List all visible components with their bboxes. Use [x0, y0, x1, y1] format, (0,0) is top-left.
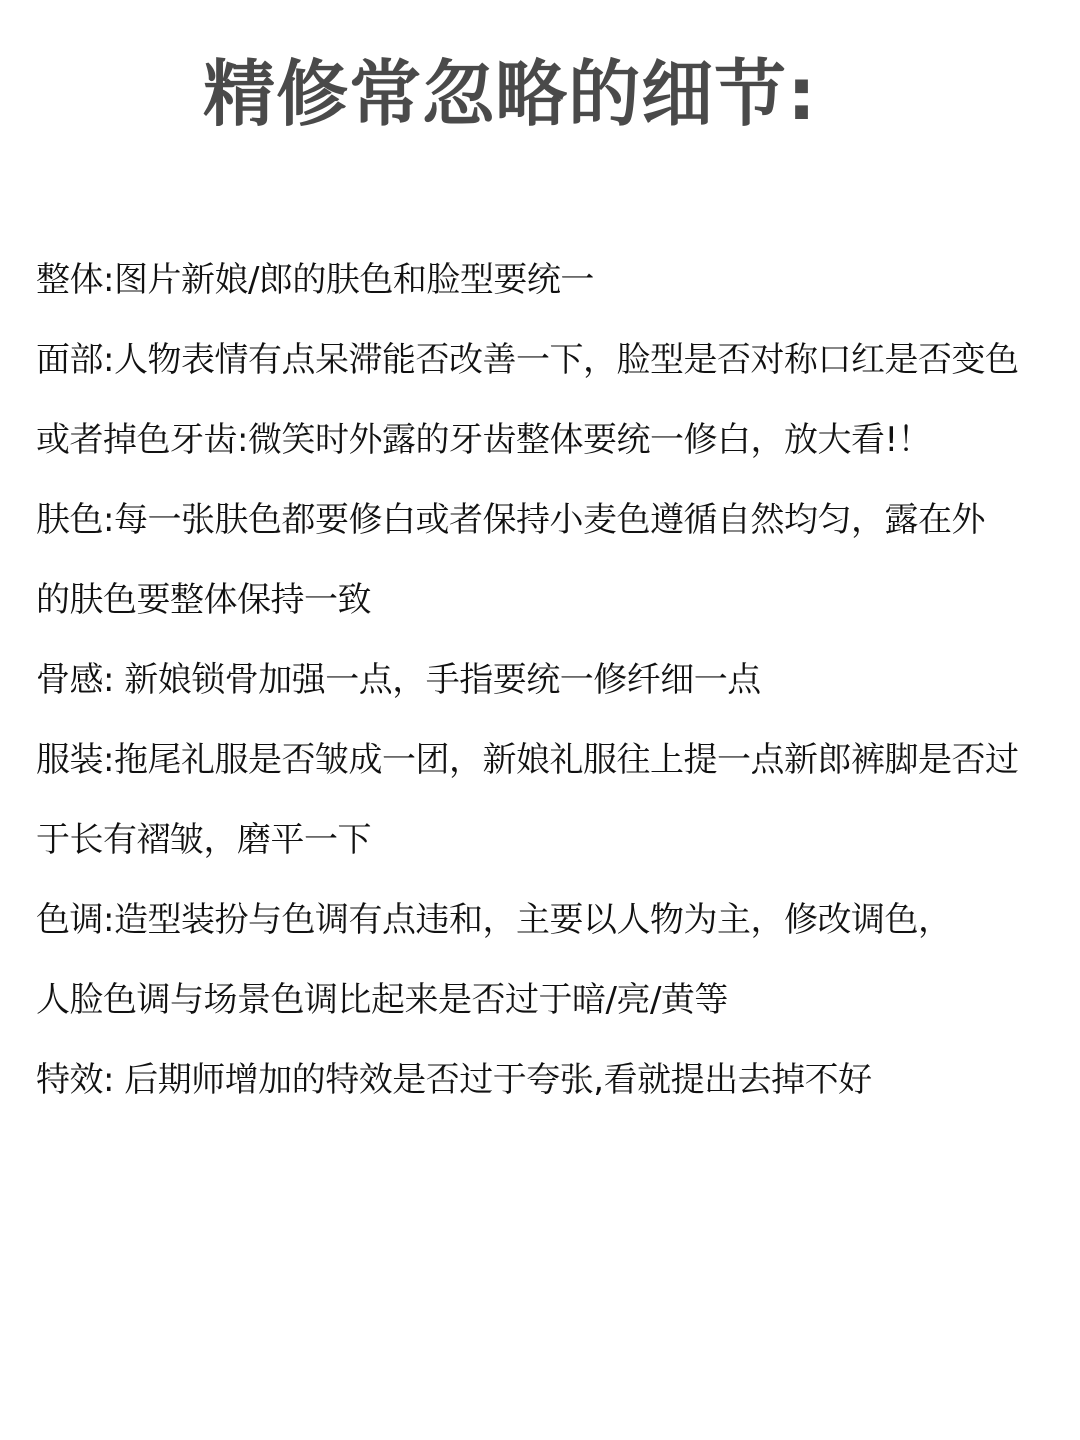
text-line-clothing-cont: 于长有褶皱，磨平一下: [36, 820, 371, 860]
text-line-bone: 骨感: 新娘锁骨加强一点，手指要统一修纤细一点: [36, 660, 761, 700]
text-line-face: 面部:人物表情有点呆滞能否改善一下，脸型是否对称口红是否变色: [36, 340, 1019, 380]
text-line-tone-cont: 人脸色调与场景色调比起来是否过于暗/亮/黄等: [36, 980, 728, 1020]
text-line-clothing: 服装:拖尾礼服是否皱成一团，新娘礼服往上提一点新郎裤脚是否过: [36, 740, 1019, 780]
content-body: [36, 240, 1056, 1120]
text-line-skin: 肤色:每一张肤色都要修白或者保持小麦色遵循自然均匀，露在外: [36, 500, 985, 540]
text-line-tone: 色调:造型装扮与色调有点违和，主要以人物为主，修改调色，: [36, 900, 952, 940]
text-line-face-cont: 或者掉色牙齿:微笑时外露的牙齿整体要统一修白，放大看!！: [36, 420, 932, 460]
page-title: 精修常忽略的细节:: [203, 52, 817, 136]
text-line-overall: 整体:图片新娘/郎的肤色和脸型要统一: [36, 260, 594, 300]
text-line-skin-cont: 的肤色要整体保持一致: [36, 580, 371, 620]
text-line-effects: 特效: 后期师增加的特效是否过于夸张,看就提出去掉不好: [36, 1060, 872, 1100]
